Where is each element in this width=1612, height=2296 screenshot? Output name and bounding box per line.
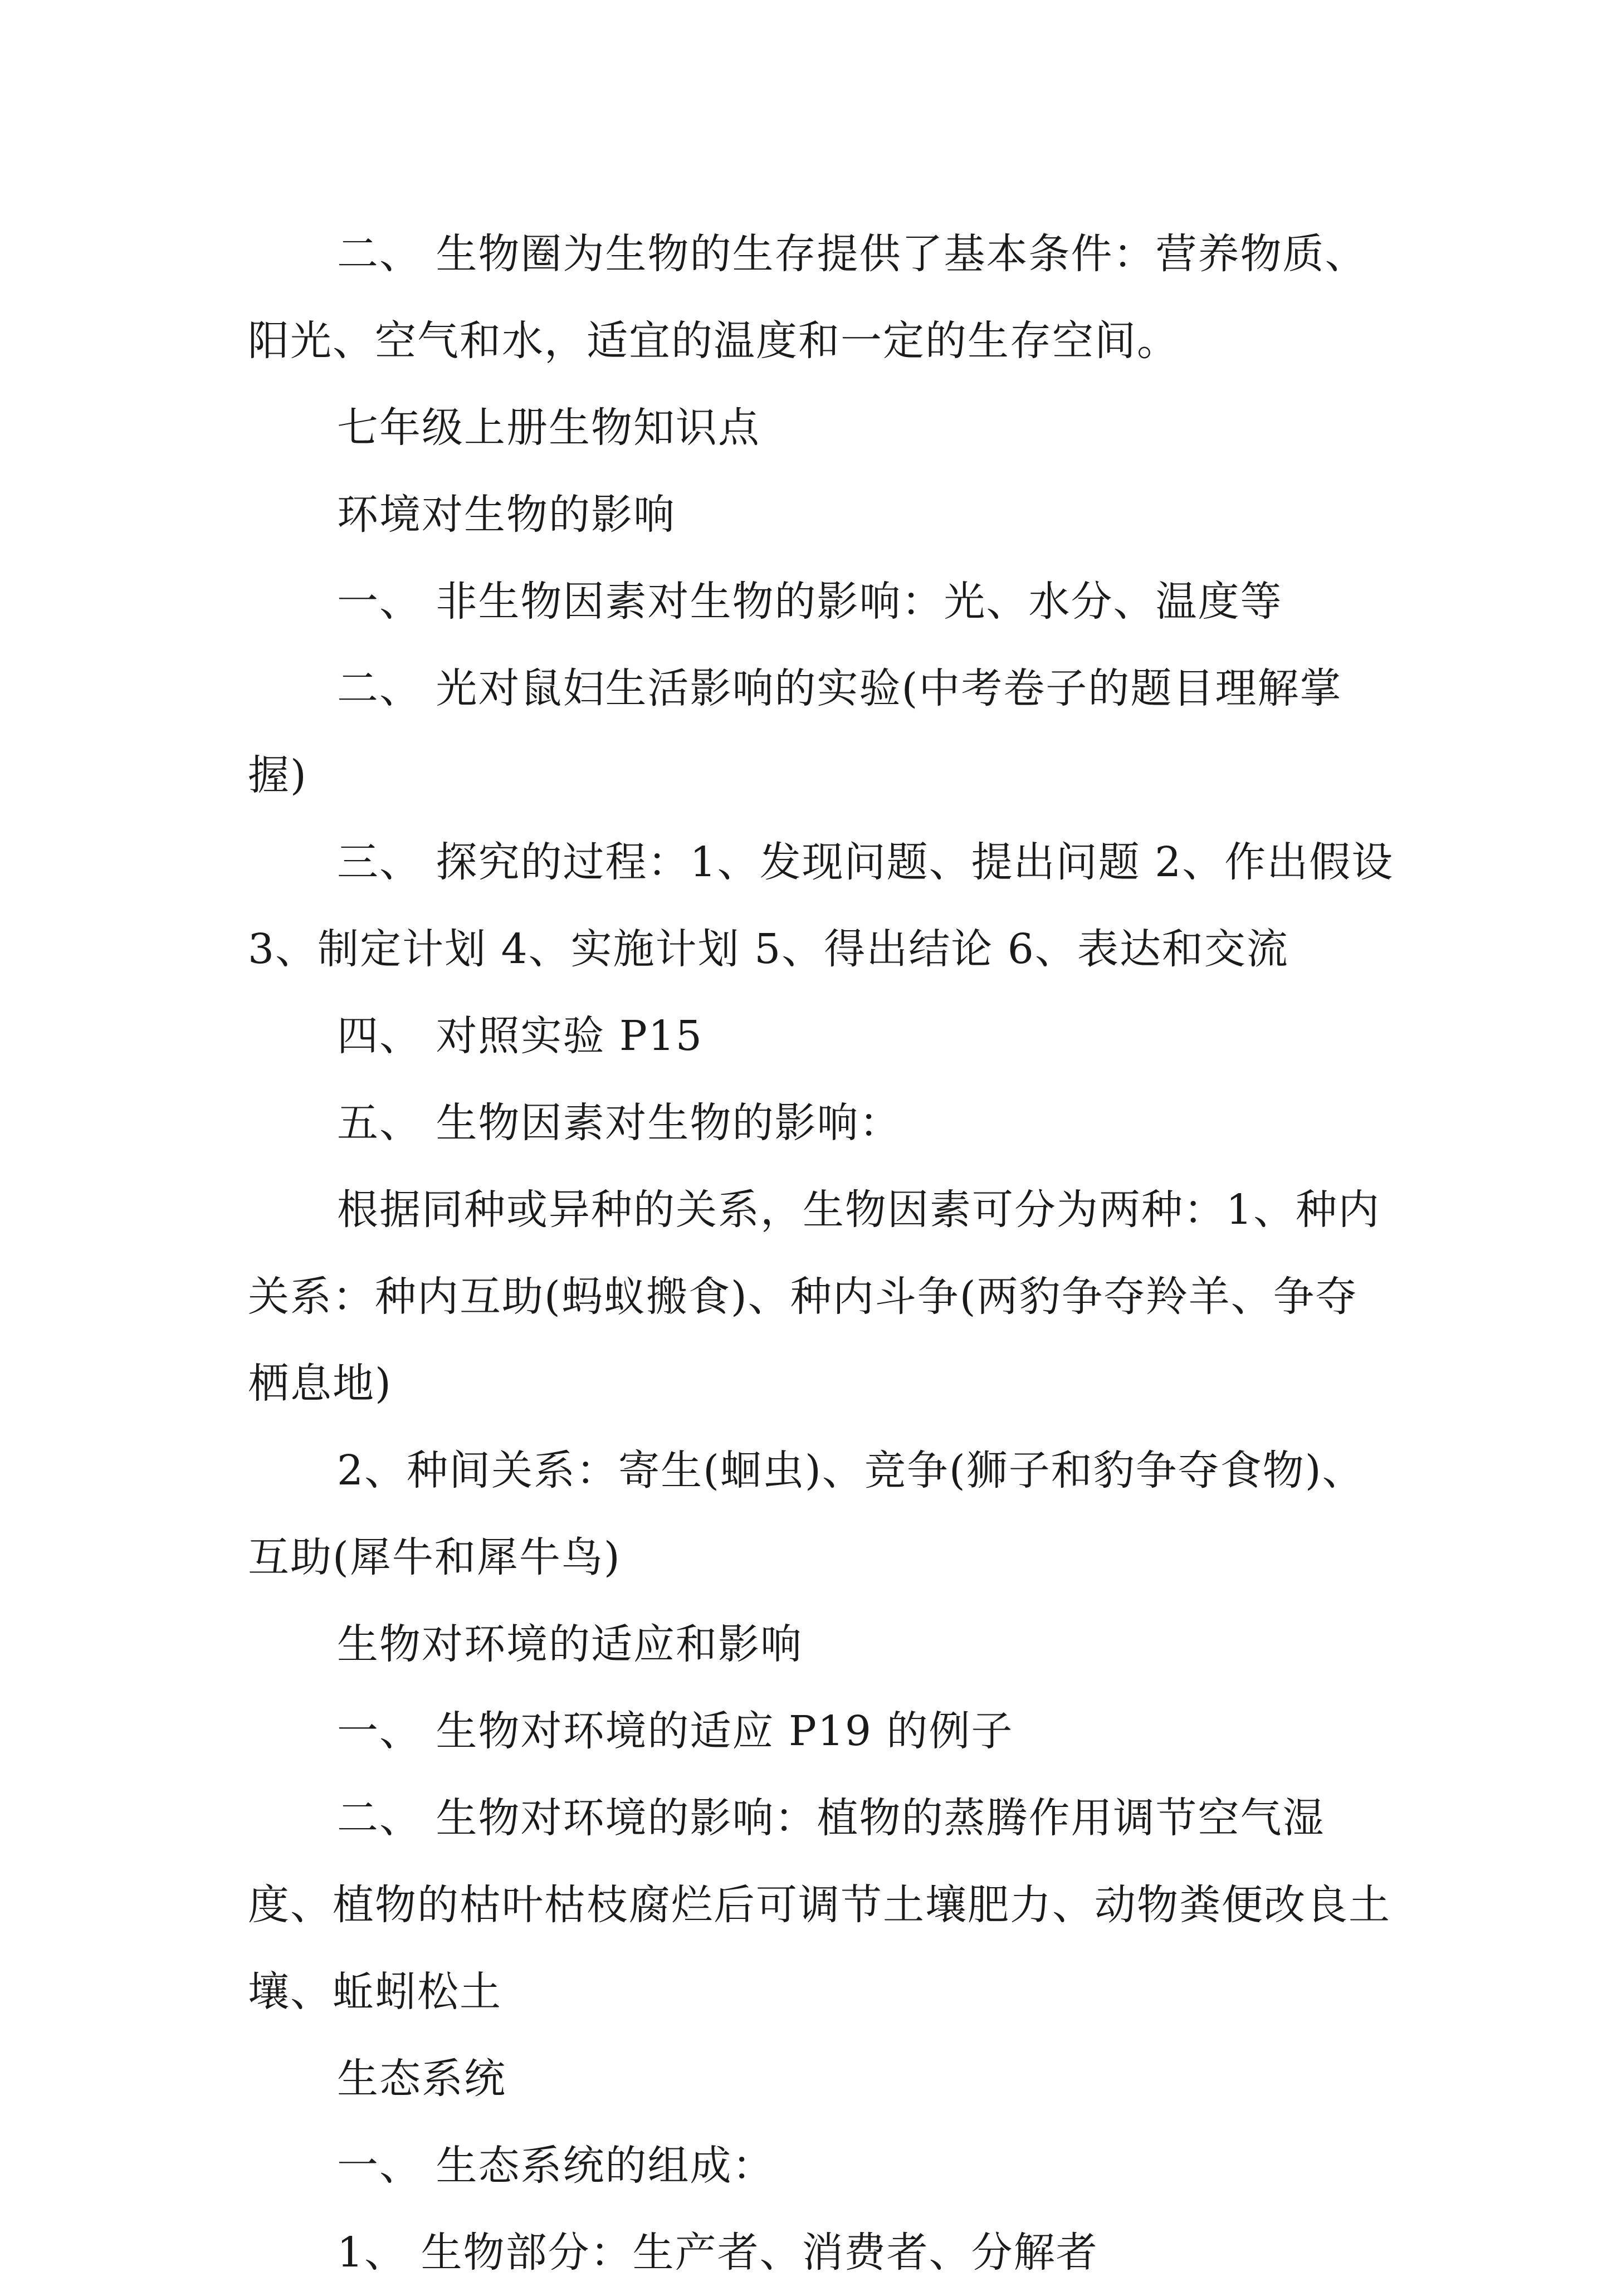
paragraph: 根据同种或异种的关系，生物因素可分为两种：1、种内关系：种内互助(蚂蚁搬食)、种内斗争(两豹争夺羚羊、争夺栖息地): [248, 1186, 1381, 1408]
paragraph: 1、 生物部分：生产者、消费者、分解者: [337, 2229, 1098, 2277]
section-heading: 生态系统: [337, 2055, 506, 2103]
paragraph: 三、 探究的过程：1、发现问题、提出问题 2、作出假设 3、制定计划 4、实施计划 5、得出结论 6、表达和交流: [248, 838, 1394, 973]
section-heading: 生物对环境的适应和影响: [337, 1620, 803, 1668]
paragraph: 二、 生物对环境的影响：植物的蒸腾作用调节空气湿度、植物的枯叶枯枝腐烂后可调节土壤肥力、动物粪便改良土壤、蚯蚓松土: [248, 1794, 1391, 2016]
paragraph: 二、 生物圈为生物的生存提供了基本条件：营养物质、阳光、空气和水，适宜的温度和一定的生存空间。: [248, 230, 1367, 365]
section-heading: 七年级上册生物知识点: [337, 404, 760, 452]
paragraph: 四、 对照实验 P15: [337, 1012, 703, 1060]
paragraph: 2、种间关系：寄生(蛔虫)、竞争(狮子和豹争夺食物)、互助(犀牛和犀牛鸟): [248, 1447, 1365, 1581]
paragraph: 五、 生物因素对生物的影响：: [337, 1099, 902, 1147]
paragraph: 一、 生物对环境的适应 P19 的例子: [337, 1707, 1014, 1755]
paragraph: 二、 光对鼠妇生活影响的实验(中考卷子的题目理解掌握): [248, 665, 1342, 799]
paragraph: 一、 生态系统的组成：: [337, 2142, 775, 2190]
section-heading: 环境对生物的影响: [337, 491, 676, 539]
document-body: [248, 211, 1395, 2296]
paragraph: 一、 非生物因素对生物的影响：光、水分、温度等: [337, 578, 1283, 626]
